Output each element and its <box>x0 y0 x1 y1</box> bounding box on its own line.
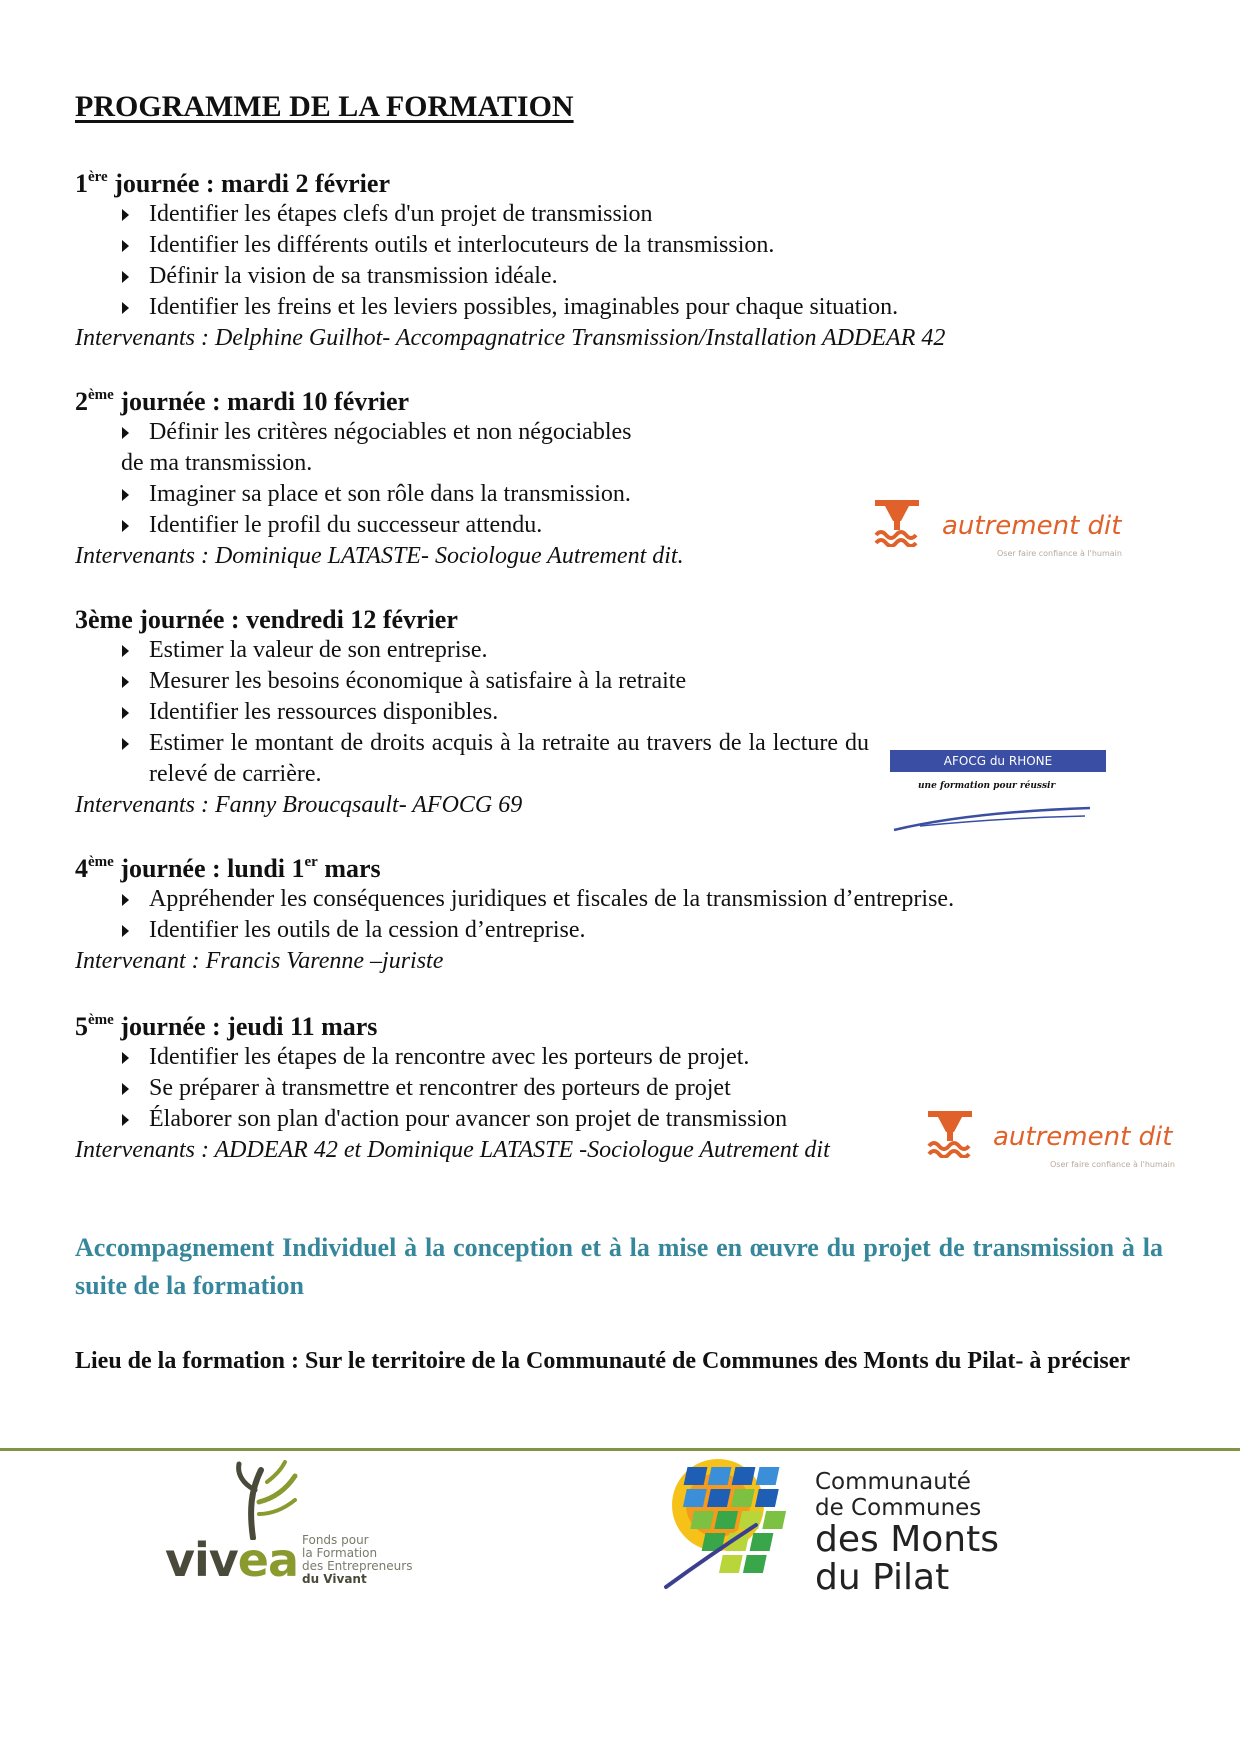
autrement-dit-logo-2 <box>925 1108 1185 1178</box>
list-item <box>75 292 1175 323</box>
item-text: Identifier les outils de la cession d’entreprise. <box>149 917 586 943</box>
afocg-slogan: une formation pour réussir <box>918 781 1056 791</box>
item-text: Élaborer son plan d'action pour avancer son projet de transmission <box>149 1106 788 1132</box>
day-number: 5 <box>75 1012 88 1041</box>
bullet-arrow-icon <box>122 520 129 532</box>
afocg-logo <box>890 750 1110 840</box>
vivea-line: Fonds pour <box>302 1533 369 1547</box>
item-text: Imaginer sa place et son rôle dans la transmission. <box>149 481 631 507</box>
list-item <box>75 635 1175 666</box>
page-title: PROGRAMME DE LA FORMATION <box>75 90 574 123</box>
autrement-dit-logo <box>872 497 1132 567</box>
list-item <box>75 230 1175 261</box>
day-ordinal: ème <box>88 387 114 403</box>
day-1-objectives <box>75 199 1175 323</box>
day-1-speakers: Intervenants : Delphine Guilhot- Accompagnatrice Transmission/Installation ADDEAR 42 <box>75 325 946 351</box>
autrement-dit-mark-icon <box>872 497 922 547</box>
item-text: Identifier les freins et les leviers possibles, imaginables pour chaque situation. <box>149 294 899 320</box>
vivea-word-b: ea <box>237 1533 298 1587</box>
item-text: Identifier les ressources disponibles. <box>149 699 499 725</box>
day-label-month: mars <box>317 854 381 883</box>
autrement-dit-wordmark: autrement dit <box>993 1122 1173 1152</box>
bullet-arrow-icon <box>122 302 129 314</box>
day-3-speakers: Intervenants : Fanny Broucqsault- AFOCG 69 <box>75 792 523 818</box>
bullet-arrow-icon <box>122 738 129 750</box>
bullet-arrow-icon <box>122 894 129 906</box>
day-label: journée : mardi 2 février <box>114 169 390 198</box>
day-5-speakers: Intervenants : ADDEAR 42 et Dominique LATASTE -Sociologue Autrement dit <box>75 1137 830 1163</box>
vivea-wordmark <box>165 1533 298 1587</box>
cc-line: Communauté <box>815 1469 971 1495</box>
cc-line: des Monts <box>815 1519 999 1560</box>
vivea-word-a: viv <box>165 1533 238 1587</box>
item-text: Estimer le montant de droits acquis à la retraite au travers de la lecture du relevé de carrière. <box>149 730 869 787</box>
cc-sun-grid-icon <box>660 1455 810 1600</box>
list-item <box>75 1042 1175 1073</box>
item-text: Définir la vision de sa transmission idéale. <box>149 263 558 289</box>
day-4-objectives <box>75 884 1175 946</box>
training-location: Lieu de la formation : Sur le territoire de la Communauté de Communes des Monts du Pilat- à préciser <box>75 1348 1131 1374</box>
bullet-arrow-icon <box>122 645 129 657</box>
item-text: Appréhender les conséquences juridiques et fiscales de la transmission d’entreprise. <box>149 886 955 912</box>
bullet-arrow-icon <box>122 1052 129 1064</box>
day-1-section <box>75 168 1175 354</box>
vivea-line: du Vivant <box>302 1572 367 1586</box>
autrement-dit-tagline: Oser faire confiance à l'humain <box>997 549 1122 558</box>
vivea-line: la Formation <box>302 1546 378 1560</box>
bullet-arrow-icon <box>122 1083 129 1095</box>
day-2-speakers: Intervenants : Dominique LATASTE- Sociologue Autrement dit. <box>75 543 684 569</box>
bullet-arrow-icon <box>122 271 129 283</box>
item-text: Identifier le profil du successeur attendu. <box>149 512 543 538</box>
bullet-arrow-icon <box>122 925 129 937</box>
day-label: journée : mardi 10 février <box>120 387 410 416</box>
item-text-continuation: de ma transmission. <box>121 450 313 476</box>
list-item <box>75 697 1175 728</box>
accompaniment-note: Accompagnement Individuel à la conception et à la mise en œuvre du projet de transmission à la suite de la formation <box>75 1233 1163 1300</box>
vivea-tagline <box>302 1534 412 1586</box>
bullet-arrow-icon <box>122 240 129 252</box>
day-ordinal: ère <box>88 169 108 185</box>
day-number: 1 <box>75 169 88 198</box>
list-item <box>75 884 1175 915</box>
autrement-dit-wordmark: autrement dit <box>942 511 1122 541</box>
list-item <box>75 728 869 790</box>
item-text: Mesurer les besoins économique à satisfaire à la retraite <box>149 668 687 694</box>
autrement-dit-mark-icon <box>925 1108 975 1158</box>
day-3-heading: 3ème journée : vendredi 12 février <box>75 605 458 634</box>
day-2-heading <box>75 386 1175 417</box>
bullet-arrow-icon <box>122 707 129 719</box>
list-item <box>75 666 1175 697</box>
item-text: Identifier les différents outils et interlocuteurs de la transmission. <box>149 232 775 258</box>
bullet-arrow-icon <box>122 676 129 688</box>
date-ordinal: er <box>304 854 318 870</box>
cc-name <box>815 1469 999 1597</box>
afocg-swoosh-icon <box>890 798 1110 838</box>
day-4-speakers: Intervenant : Francis Varenne –juriste <box>75 948 444 974</box>
list-item <box>75 915 1175 946</box>
day-4-section <box>75 853 1175 977</box>
day-label: journée : lundi 1 <box>120 854 305 883</box>
item-text: Définir les critères négociables et non négociables <box>149 419 632 445</box>
cc-monts-du-pilat-logo <box>660 1455 1060 1605</box>
day-4-heading <box>75 853 1175 884</box>
autrement-dit-tagline: Oser faire confiance à l'humain <box>1050 1160 1175 1169</box>
bullet-arrow-icon <box>122 1114 129 1126</box>
cc-line: de Communes <box>815 1495 982 1521</box>
day-1-heading <box>75 168 1175 199</box>
day-ordinal: ème <box>88 854 114 870</box>
day-ordinal: ème <box>88 1012 114 1028</box>
vivea-leaf-icon <box>215 1460 355 1540</box>
list-item <box>75 1104 909 1135</box>
vivea-logo <box>160 1460 440 1590</box>
day-label: journée : jeudi 11 mars <box>120 1012 378 1041</box>
day-number: 2 <box>75 387 88 416</box>
bullet-arrow-icon <box>122 489 129 501</box>
day-number: 4 <box>75 854 88 883</box>
bullet-arrow-icon <box>122 209 129 221</box>
list-item <box>75 417 1175 479</box>
item-text: Se préparer à transmettre et rencontrer des porteurs de projet <box>149 1075 731 1101</box>
item-text: Identifier les étapes clefs d'un projet de transmission <box>149 201 653 227</box>
item-text: Identifier les étapes de la rencontre avec les porteurs de projet. <box>149 1044 750 1070</box>
bullet-arrow-icon <box>122 427 129 439</box>
list-item <box>75 199 1175 230</box>
day-5-heading <box>75 1011 1175 1042</box>
vivea-line: des Entrepreneurs <box>302 1559 413 1573</box>
list-item <box>75 261 1175 292</box>
list-item <box>75 1073 1175 1104</box>
footer-divider <box>0 1448 1240 1451</box>
item-text: Estimer la valeur de son entreprise. <box>149 637 488 663</box>
cc-line: du Pilat <box>815 1557 950 1598</box>
afocg-name: AFOCG du RHONE <box>890 750 1106 772</box>
